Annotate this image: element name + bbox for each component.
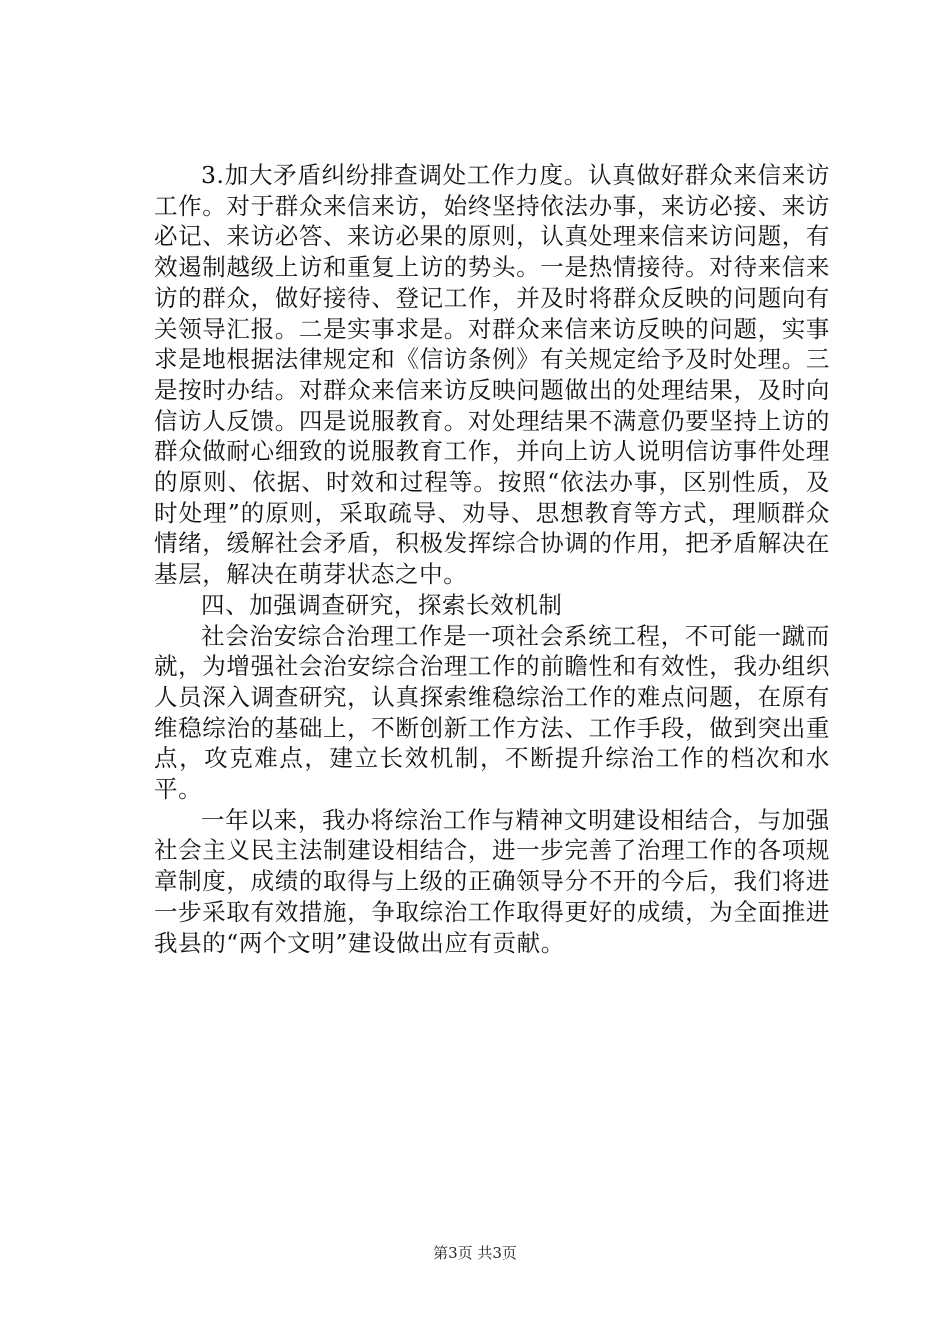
page-number-footer: 第3页 共3页	[433, 1244, 517, 1262]
document-body	[154, 160, 830, 958]
paragraph-research: 社会治安综合治理工作是一项社会系统工程，不可能一蹴而就，为增强社会治安综合治理工作的前瞻性和有效性，我办组织人员深入调查研究，认真探索维稳综治工作的难点问题，在原有维稳综治的基础上，不断创新工作方法、工作手段，做到突出重点，攻克难点，建立长效机制，不断提升综治工作的档次和水平。	[154, 621, 830, 804]
paragraph-conclusion: 一年以来，我办将综治工作与精神文明建设相结合，与加强社会主义民主法制建设相结合，进一步完善了治理工作的各项规章制度，成绩的取得与上级的正确领导分不开的今后，我们将进一步采取有效措施，争取综治工作取得更好的成绩，为全面推进我县的“两个文明”建设做出应有贡献。	[154, 805, 830, 957]
paragraph-petition-handling: 3.加大矛盾纠纷排查调处工作力度。认真做好群众来信来访工作。对于群众来信来访，始终坚持依法办事，来访必接、来访必记、来访必答、来访必果的原则，认真处理来信来访问题，有效遏制越级上访和重复上访的势头。一是热情接待。对待来信来访的群众，做好接待、登记工作，并及时将群众反映的问题向有关领导汇报。二是实事求是。对群众来信来访反映的问题，实事求是地根据法律规定和《信访条例》有关规定给予及时处理。三是按时办结。对群众来信来访反映问题做出的处理结果，及时向信访人反馈。四是说服教育。对处理结果不满意仍要坚持上访的群众做耐心细致的说服教育工作，并向上访人说明信访事件处理的原则、依据、时效和过程等。按照“依法办事，区别性质，及时处理”的原则，采取疏导、劝导、思想教育等方式，理顺群众情绪，缓解社会矛盾，积极发挥综合协调的作用，把矛盾解决在基层，解决在萌芽状态之中。	[154, 161, 830, 589]
section-heading-research: 四、加强调查研究，探索长效机制	[201, 590, 563, 619]
